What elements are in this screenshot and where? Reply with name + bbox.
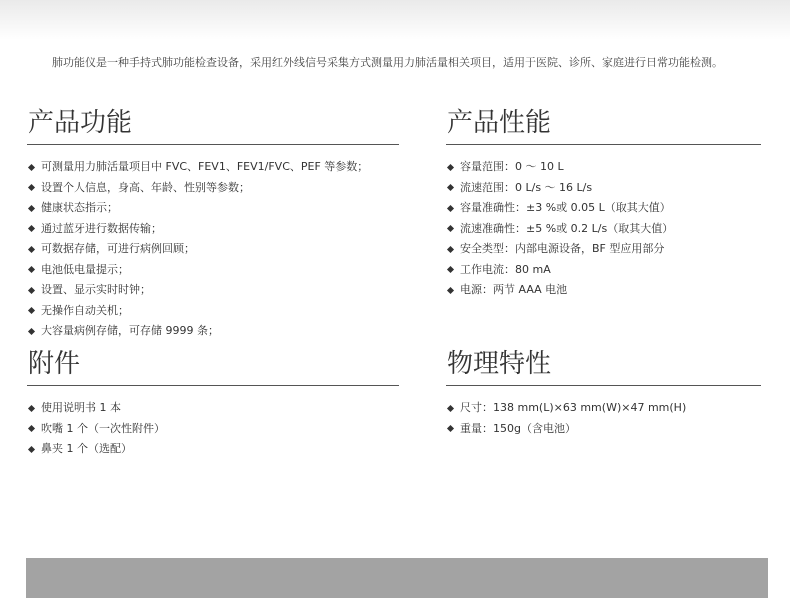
list-item: 重量：150g（含电池） [446, 419, 761, 440]
bullet-diamond-icon [447, 405, 454, 412]
physical-divider [446, 385, 761, 386]
bullet-diamond-icon [28, 446, 35, 453]
list-item: 容量准确性：±3 %或 0.05 L（取其大值） [446, 198, 761, 219]
bullet-diamond-icon [28, 184, 35, 191]
list-item: 健康状态指示； [27, 198, 399, 219]
bullet-diamond-icon [28, 287, 35, 294]
bullet-diamond-icon [447, 425, 454, 432]
bullet-diamond-icon [447, 246, 454, 253]
list-item: 可数据存储，可进行病例回顾； [27, 239, 399, 260]
bullet-diamond-icon [28, 307, 35, 314]
list-item: 可测量用力肺活量项目中 FVC、FEV1、FEV1/FVC、PEF 等参数； [27, 157, 399, 178]
performance-section [446, 106, 761, 301]
list-item: 大容量病例存储，可存储 9999 条； [27, 321, 399, 342]
bullet-diamond-icon [447, 164, 454, 171]
list-item: 通过蓝牙进行数据传输； [27, 219, 399, 240]
bullet-diamond-icon [447, 205, 454, 212]
features-title: 产品功能 [28, 108, 133, 138]
list-item: 流速范围：0 L/s ～ 16 L/s [446, 178, 761, 199]
accessories-list [27, 398, 399, 460]
footer-bar [26, 558, 768, 598]
physical-title: 物理特性 [447, 349, 552, 379]
list-item: 容量范围：0 ～ 10 L [446, 157, 761, 178]
list-item: 设置个人信息，身高、年龄、性别等参数； [27, 178, 399, 199]
list-item: 无操作自动关机； [27, 301, 399, 322]
features-list [27, 157, 399, 342]
bullet-diamond-icon [28, 328, 35, 335]
performance-divider [446, 144, 761, 145]
bullet-diamond-icon [28, 225, 35, 232]
features-section [27, 106, 399, 342]
list-item: 尺寸：138 mm(L)×63 mm(W)×47 mm(H) [446, 398, 761, 419]
list-item: 吹嘴 1 个（一次性附件） [27, 419, 399, 440]
bullet-diamond-icon [28, 164, 35, 171]
bullet-diamond-icon [28, 246, 35, 253]
bullet-diamond-icon [28, 405, 35, 412]
list-item: 工作电流：80 mA [446, 260, 761, 281]
intro-text: 肺功能仪是一种手持式肺功能检查设备，采用红外线信号采集方式测量用力肺活量相关项目，适用于医院、诊所、家庭进行日常功能检测。 [52, 56, 723, 69]
physical-section [446, 347, 761, 439]
bullet-diamond-icon [447, 184, 454, 191]
accessories-title: 附件 [28, 349, 81, 379]
performance-list [446, 157, 761, 301]
physical-list [446, 398, 761, 439]
bullet-diamond-icon [28, 425, 35, 432]
bullet-diamond-icon [447, 225, 454, 232]
list-item: 设置、显示实时时钟； [27, 280, 399, 301]
list-item: 安全类型：内部电源设备，BF 型应用部分 [446, 239, 761, 260]
accessories-section [27, 347, 399, 460]
list-item: 鼻夹 1 个（选配） [27, 439, 399, 460]
bullet-diamond-icon [447, 266, 454, 273]
features-divider [27, 144, 399, 145]
performance-title: 产品性能 [447, 108, 552, 138]
bullet-diamond-icon [447, 287, 454, 294]
list-item: 流速准确性：±5 %或 0.2 L/s（取其大值） [446, 219, 761, 240]
list-item: 使用说明书 1 本 [27, 398, 399, 419]
list-item: 电池低电量提示； [27, 260, 399, 281]
list-item: 电源：两节 AAA 电池 [446, 280, 761, 301]
bullet-diamond-icon [28, 266, 35, 273]
bullet-diamond-icon [28, 205, 35, 212]
accessories-divider [27, 385, 399, 386]
